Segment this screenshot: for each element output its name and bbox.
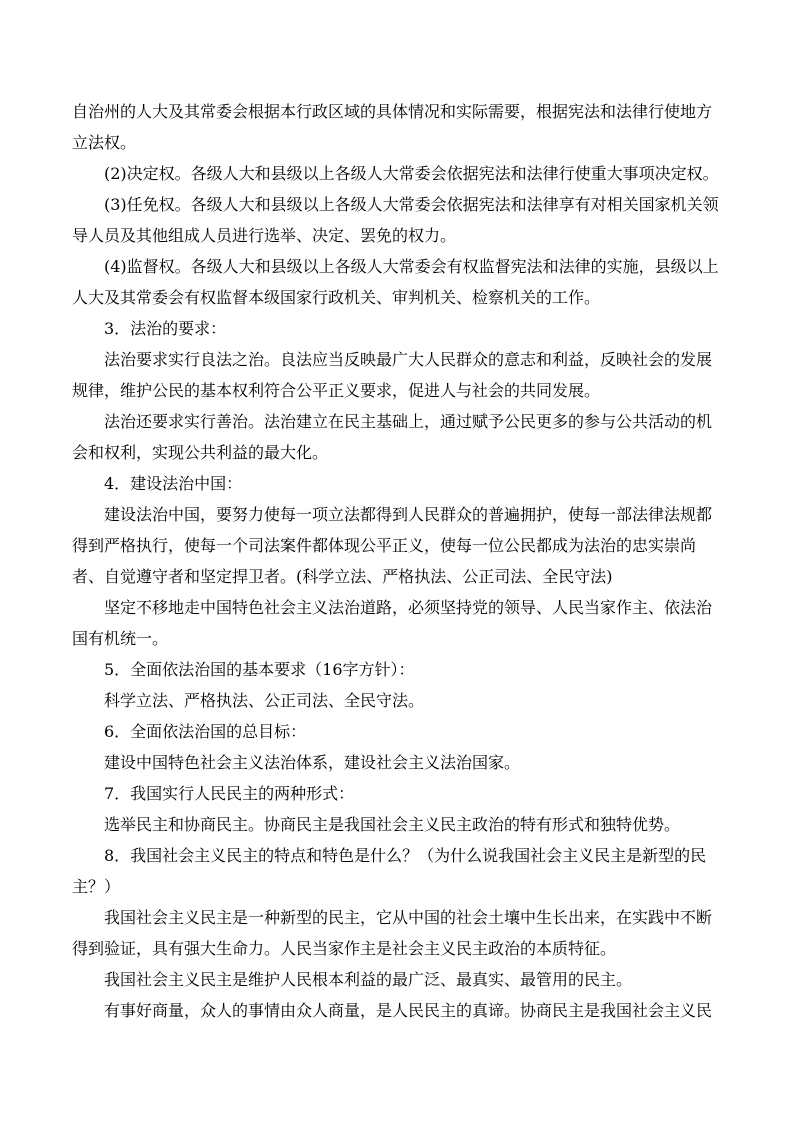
text-line-10: 规律，维护公民的基本权利符合公平正义要求，促进人与社会的共同发展。 bbox=[72, 381, 601, 400]
section-heading-6: 6．全面依法治国的总目标： bbox=[104, 722, 307, 741]
text-line-5: 导人员及其他组成人员进行选举、决定、罢免的权力。 bbox=[72, 226, 457, 245]
text-line-4: (3)任免权。各级人大和县级以上各级人大常委会依据宪法和法律享有对相关国家机关领 bbox=[104, 195, 719, 214]
text-line-1: 自治州的人大及其常委会根据本行政区域的具体情况和实际需要，根据宪法和法律行使地方 bbox=[72, 102, 713, 121]
text-line-16: 者、自觉遵守者和坚定捍卫者。(科学立法、严格执法、公正司法、全民守法) bbox=[72, 567, 613, 586]
text-line-30: 有事好商量，众人的事情由众人商量，是人民民主的真谛。协商民主是我国社会主义民 bbox=[104, 1001, 713, 1020]
text-line-12: 会和权利，实现公共利益的最大化。 bbox=[72, 443, 329, 462]
section-heading-7: 7．我国实行人民民主的两种形式： bbox=[104, 784, 355, 803]
section-heading-5: 5．全面依法治国的基本要求（16字方针）： bbox=[104, 660, 415, 679]
text-line-15: 得到严格执行，使每一个司法案件都体现公平正义，使每一位公民都成为法治的忠实崇尚 bbox=[72, 536, 697, 555]
text-line-29: 我国社会主义民主是维护人民根本利益的最广泛、最真实、最管用的民主。 bbox=[104, 970, 633, 989]
text-line-27: 我国社会主义民主是一种新型的民主，它从中国的社会土壤中生长出来，在实践中不断 bbox=[104, 908, 713, 927]
text-line-6: (4)监督权。各级人大和县级以上各级人大常委会有权监督宪法和法律的实施，县级以上 bbox=[104, 257, 719, 276]
text-line-2: 立法权。 bbox=[72, 133, 137, 152]
text-line-28: 得到验证，具有强大生命力。人民当家作主是社会主义民主政治的本质特征。 bbox=[72, 939, 617, 958]
section-heading-3: 3．法治的要求： bbox=[104, 319, 227, 338]
text-line-14: 建设法治中国，要努力使每一项立法都得到人民群众的普遍拥护，使每一部法律法规都 bbox=[104, 505, 713, 524]
section-heading-8: 8．我国社会主义民主的特点和特色是什么？（为什么说我国社会主义民主是新型的民 bbox=[104, 846, 707, 865]
text-line-11: 法治还要求实行善治。法治建立在民主基础上，通过赋予公民更多的参与公共活动的机 bbox=[104, 412, 713, 431]
text-line-20: 科学立法、严格执法、公正司法、全民守法。 bbox=[104, 691, 425, 710]
text-line-22: 建设中国特色社会主义法治体系，建设社会主义法治国家。 bbox=[104, 753, 521, 772]
text-line-18: 国有机统一。 bbox=[72, 629, 169, 648]
text-line-9: 法治要求实行良法之治。良法应当反映最广大人民群众的意志和利益，反映社会的发展 bbox=[104, 350, 713, 369]
text-line-24: 选举民主和协商民主。协商民主是我国社会主义民主政治的特有形式和独特优势。 bbox=[104, 815, 681, 834]
section-heading-4: 4．建设法治中国： bbox=[104, 474, 243, 493]
text-line-26: 主？） bbox=[72, 877, 121, 896]
text-line-7: 人大及其常委会有权监督本级国家行政机关、审判机关、检察机关的工作。 bbox=[72, 288, 601, 307]
text-line-3: (2)决定权。各级人大和县级以上各级人大常委会依据宪法和法律行使重大事项决定权。 bbox=[104, 164, 719, 183]
text-line-17: 坚定不移地走中国特色社会主义法治道路，必须坚持党的领导、人民当家作主、依法治 bbox=[104, 598, 713, 617]
